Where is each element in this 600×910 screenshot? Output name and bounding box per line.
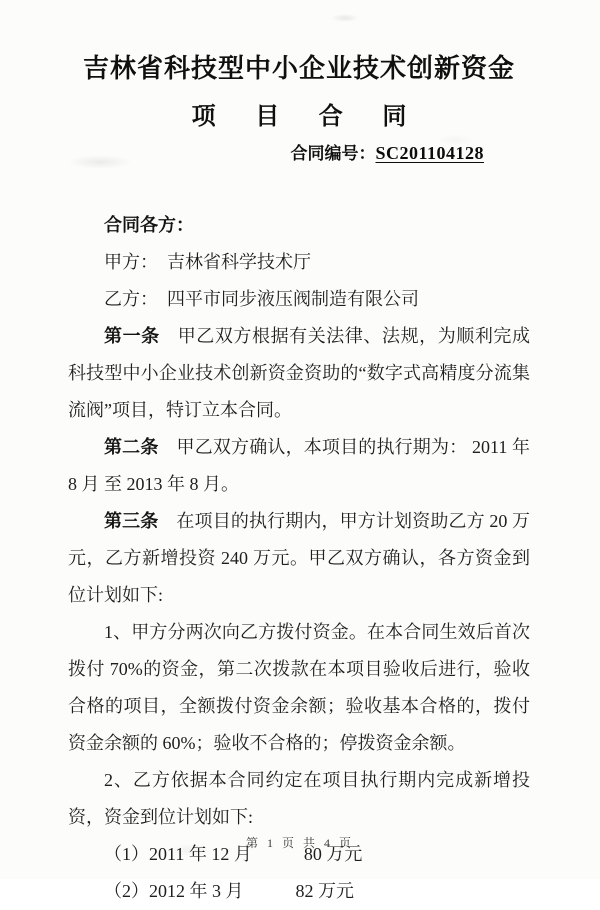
- party-b-line: [68, 281, 530, 318]
- contract-number-label: 合同编号：: [290, 144, 376, 165]
- schedule-row-2-amount: 82 万元: [295, 881, 354, 902]
- schedule-row-2-date: （2）2012 年 3 月: [104, 881, 244, 902]
- article-1: [68, 318, 530, 429]
- party-b-value: 四平市同步液压阀制造有限公司: [167, 289, 419, 310]
- contract-number-line: [68, 140, 484, 167]
- document-header: [68, 52, 530, 167]
- document-title-line1: 吉林省科技型中小企业技术创新资金: [82, 54, 515, 84]
- clause-2: 2、乙方依据本合同约定在项目执行期内完成新增投资，资金到位计划如下:: [68, 770, 530, 828]
- clause-1: 1、甲方分两次向乙方拨付资金。在本合同生效后首次拨付 70%的资金，第二次拨款在本项目验收后进行，验收合格的项目，全额拨付资金余额；验收基本合格的，拨付资金余额的 60%；验收不合格的；停拨资金余额。: [68, 622, 530, 754]
- article-3: [68, 503, 530, 614]
- page-number: 第 1 页 共 4 页: [245, 836, 354, 850]
- article-1-lead: 第一条: [104, 326, 160, 347]
- article-2-lead: 第二条: [104, 437, 159, 458]
- article-3-lead: 第三条: [104, 511, 159, 532]
- article-2-text: 甲乙双方确认，本项目的执行期为： 2011 年 8 月 至 2013 年 8 月。: [68, 437, 530, 495]
- party-a-label: 甲方：: [104, 252, 158, 273]
- schedule-row-2: [68, 873, 530, 910]
- document-title-line2: 项 目 合 同: [191, 102, 422, 131]
- article-3-text: 在项目的执行期内，甲方计划资助乙方 20 万元，乙方新增投资 240 万元。甲乙双方确认，各方资金到位计划如下:: [68, 511, 531, 606]
- contract-body: [68, 207, 530, 910]
- article-1-text: 甲乙双方根据有关法律、法规，为顺利完成科技型中小企业技术创新资金资助的“数字式高精度分流集流阀”项目，特订立本合同。: [68, 326, 531, 421]
- page-footer: [0, 834, 600, 851]
- schedule-row-1-date: （1）2011 年 12 月: [104, 844, 252, 865]
- party-a-line: [68, 244, 530, 281]
- party-a-value: 吉林省科学技术厅: [167, 252, 311, 273]
- schedule-row-1-amount: 80 万元: [303, 844, 363, 865]
- contract-number-value: SC201104128: [375, 143, 484, 164]
- article-2: [68, 429, 530, 503]
- party-b-label: 乙方：: [104, 289, 158, 310]
- parties-heading: 合同各方：: [104, 215, 194, 236]
